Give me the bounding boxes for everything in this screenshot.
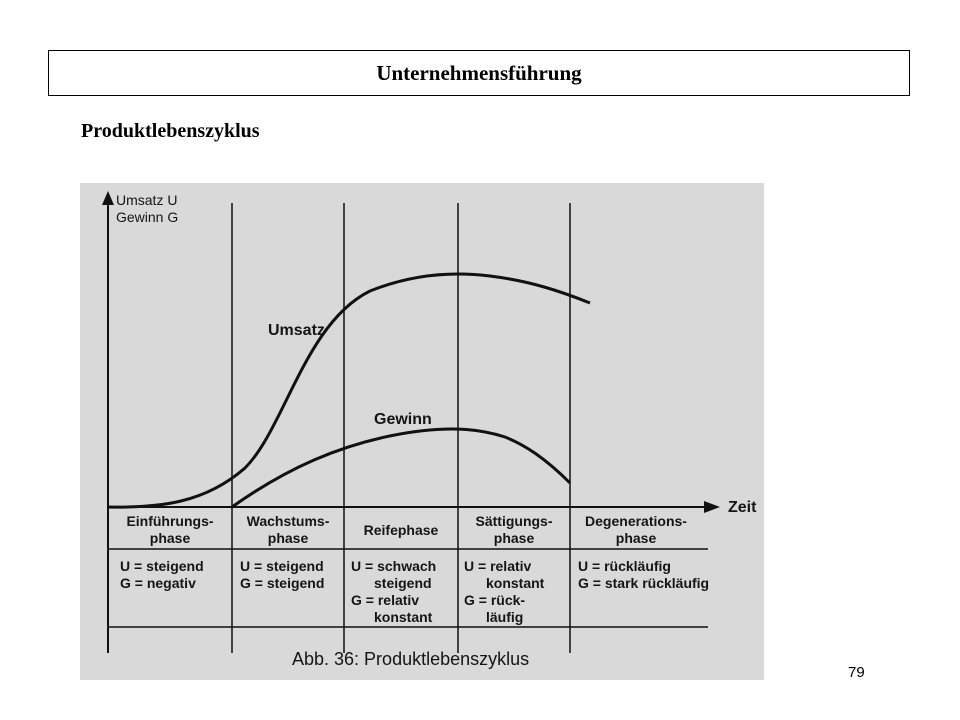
phase-2-desc-1: U = steigend [240, 558, 324, 574]
phase-1-desc-1: U = steigend [120, 558, 204, 574]
section-title: Produktlebenszyklus [81, 120, 260, 142]
y-axis-arrow [102, 191, 114, 205]
phase-3-desc-3: G = relativ [351, 592, 420, 608]
phase-1-desc-2: G = negativ [120, 575, 196, 591]
phase-1-name-2: phase [149, 530, 191, 546]
figure-caption: Abb. 36: Produktlebenszyklus [292, 649, 530, 669]
page-number: 79 [848, 664, 865, 681]
phase-4-desc-3: G = rück- [464, 592, 526, 608]
phase-2-desc-2: G = steigend [240, 575, 325, 591]
phase-5-desc-1: U = rückläufig [578, 558, 671, 574]
x-axis-arrow [704, 501, 720, 513]
phase-4-name: Sättigungs- [475, 513, 553, 529]
product-lifecycle-figure [80, 183, 764, 680]
phase-5-desc-2: G = stark rückläufig [578, 575, 710, 591]
phase-1-name: Einführungs- [126, 513, 214, 529]
phase-3-desc-2: steigend [374, 575, 432, 591]
umsatz-curve-label: Umsatz [268, 322, 325, 339]
phase-3-desc-4: konstant [374, 609, 433, 625]
gewinn-curve [232, 429, 570, 507]
phase-4-desc-2: konstant [486, 575, 545, 591]
gewinn-curve-label: Gewinn [374, 411, 432, 428]
phase-4-name-2: phase [493, 530, 535, 546]
x-axis-label: Zeit [728, 499, 757, 516]
lifecycle-diagram [80, 183, 764, 680]
phase-3-name: Reifephase [363, 522, 439, 538]
phase-2-name-2: phase [267, 530, 309, 546]
phase-4-desc-4: läufig [486, 609, 524, 625]
umsatz-curve [108, 274, 590, 507]
phase-4-desc-1: U = relativ [464, 558, 532, 574]
phase-5-name: Degenerations- [585, 513, 687, 529]
phase-3-desc-1: U = schwach [351, 558, 437, 574]
phase-5-name-2: phase [615, 530, 657, 546]
y-axis-label-umsatz: Umsatz U [116, 192, 178, 208]
phase-2-name: Wachstums- [246, 513, 330, 529]
header-title: Unternehmensführung [376, 60, 582, 85]
y-axis-label-gewinn: Gewinn G [116, 209, 179, 225]
header-box [48, 50, 910, 96]
